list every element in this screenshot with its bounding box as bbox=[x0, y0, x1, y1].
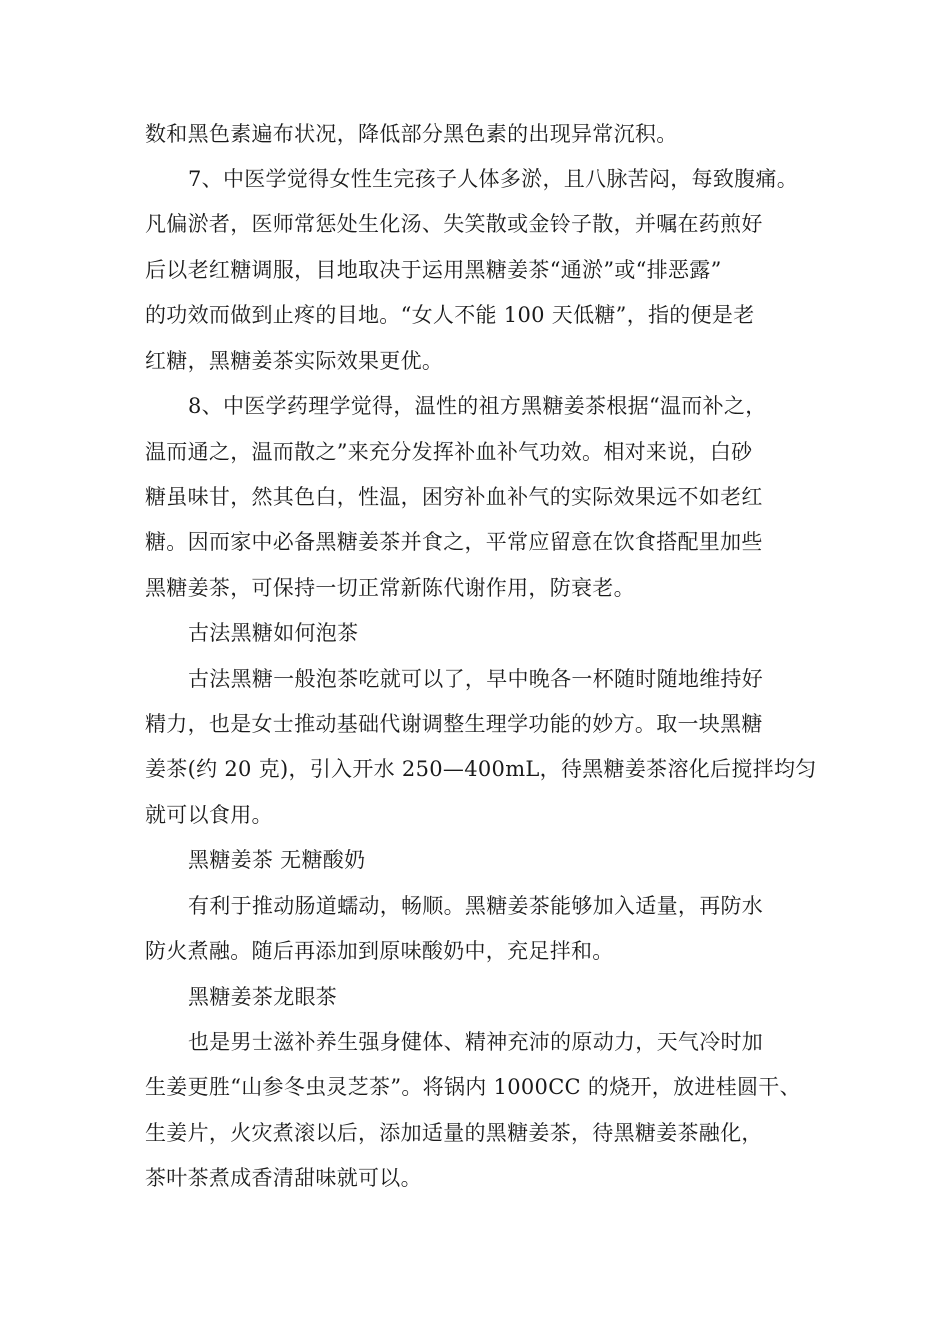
text-line: 8、中医学药理学觉得，温性的祖方黑糖姜茶根据“温而补之， bbox=[188, 394, 767, 418]
text-line: 数和黑色素遍布状况，降低部分黑色素的出现异常沉积。 bbox=[145, 122, 678, 146]
text-line: 红糖，黑糖姜茶实际效果更优。 bbox=[145, 349, 444, 373]
text-line: 有利于推动肠道蠕动，畅顺。黑糖姜茶能够加入适量，再防水 bbox=[188, 894, 764, 918]
text-line: 生姜片，火灾煮滚以后，添加适量的黑糖姜茶，待黑糖姜茶融化， bbox=[145, 1121, 763, 1145]
text-line: 茶叶茶煮成香清甜味就可以。 bbox=[145, 1166, 422, 1190]
text-line: 姜茶(约 20 克)，引入开水 250—400mL，待黑糖姜茶溶化后搅拌均匀 bbox=[145, 757, 817, 781]
text-line: 糖虽味甘，然其色白，性温，困穷补血补气的实际效果远不如老红 bbox=[145, 485, 763, 509]
text-line: 7、中医学觉得女性生完孩子人体多淤，且八脉苦闷，每致腹痛。 bbox=[188, 167, 799, 191]
text-line: 温而通之，温而散之”来充分发挥补血补气功效。相对来说，白砂 bbox=[145, 440, 753, 464]
section-heading: 古法黑糖如何泡茶 bbox=[188, 621, 359, 645]
text-line: 也是男士滋补养生强身健体、精神充沛的原动力，天气冷时加 bbox=[188, 1030, 764, 1054]
text-line: 糖。因而家中必备黑糖姜茶并食之，平常应留意在饮食搭配里加些 bbox=[145, 530, 763, 554]
text-line: 后以老红糖调服，目地取决于运用黑糖姜茶“通淤”或“排恶露” bbox=[145, 258, 722, 282]
section-heading: 黑糖姜茶龙眼茶 bbox=[188, 985, 338, 1009]
text-line: 精力，也是女士推动基础代谢调整生理学功能的妙方。取一块黑糖 bbox=[145, 712, 763, 736]
text-line: 凡偏淤者，医师常惩处生化汤、失笑散或金铃子散，并嘱在药煎好 bbox=[145, 212, 763, 236]
text-line: 黑糖姜茶，可保持一切正常新陈代谢作用，防衰老。 bbox=[145, 576, 635, 600]
section-heading: 黑糖姜茶 无糖酸奶 bbox=[188, 848, 366, 872]
text-line: 生姜更胜“山参冬虫灵芝茶”。将锅内 1000CC 的烧开，放进桂圆干、 bbox=[145, 1075, 801, 1099]
text-line: 防火煮融。随后再添加到原味酸奶中，充足拌和。 bbox=[145, 939, 614, 963]
text-line: 的功效而做到止疼的目地。“女人不能 100 天低糖”，指的便是老 bbox=[145, 303, 755, 327]
text-line: 就可以食用。 bbox=[145, 803, 273, 827]
text-line: 古法黑糖一般泡茶吃就可以了，早中晚各一杯随时随地维持好 bbox=[188, 667, 764, 691]
